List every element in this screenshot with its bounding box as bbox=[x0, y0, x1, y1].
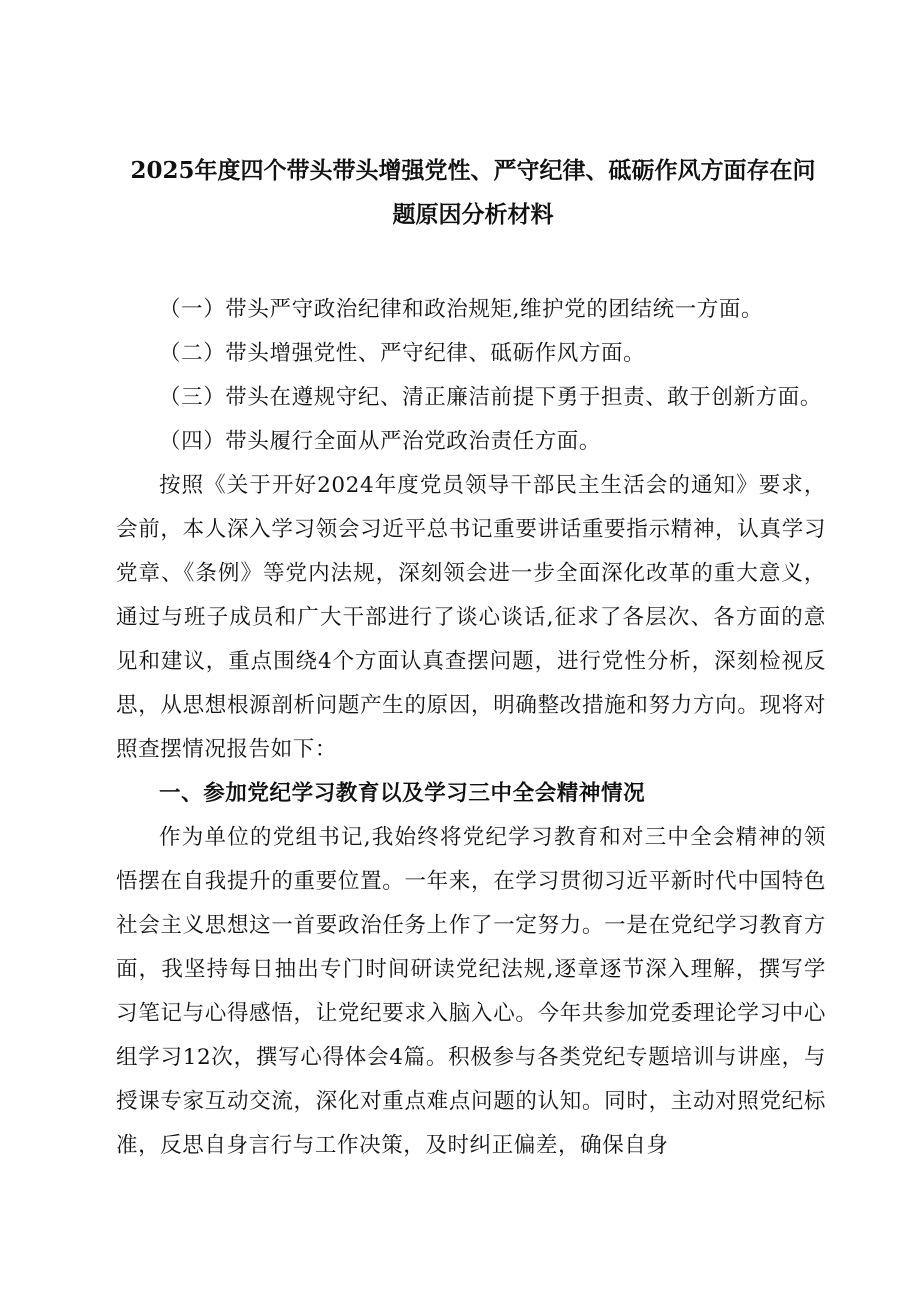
item-4: （四）带头履行全面从严治党政治责任方面。 bbox=[159, 429, 602, 454]
item-1: （一）带头严守政治纪律和政治规矩,维护党的团结统一方面。 bbox=[159, 297, 764, 322]
item-2: （二）带头增强党性、严守纪律、砥砺作风方面。 bbox=[159, 341, 646, 366]
document-title-line-2: 题原因分析材料 bbox=[392, 201, 554, 228]
document-body bbox=[116, 288, 826, 1168]
section-1-heading: 一、参加党纪学习教育以及学习三中全会精神情况 bbox=[159, 781, 646, 806]
intro-paragraph: 按照《关于开好2024年度党员领导干部民主生活会的通知》要求，会前，本人深入学习领会习近平总书记重要讲话重要指示精神，认真学习党章、《条例》等党内法规，深刻领会进一步全面深化改革的重大意义，通过与班子成员和广大干部进行了谈心谈话,征求了各层次、各方面的意见和建议，重点围绕4个方面认真查摆问题，进行党性分析，深刻检视反思，从思想根源剖析问题产生的原因，明确整改措施和努力方向。现将对照查摆情况报告如下： bbox=[116, 473, 826, 762]
document-title-line-1: 2025年度四个带头带头增强党性、严守纪律、砥砺作风方面存在问 bbox=[130, 157, 816, 184]
item-3: （三）带头在遵规守纪、清正廉洁前提下勇于担责、敢于创新方面。 bbox=[159, 385, 823, 410]
section-1-paragraph: 作为单位的党组书记,我始终将党纪学习教育和对三中全会精神的领悟摆在自我提升的重要位置。一年来，在学习贯彻习近平新时代中国特色社会主义思想这一首要政治任务上作了一定努力。一是在党纪学习教育方面，我坚持每日抽出专门时间研读党纪法规,逐章逐节深入理解，撰写学习笔记与心得感悟，让党纪要求入脑入心。今年共参加党委理论学习中心组学习12次，撰写心得体会4篇。积极参与各类党纪专题培训与讲座，与授课专家互动交流，深化对重点难点问题的认知。同时，主动对照党纪标准，反思自身言行与工作决策，及时纠正偏差，确保自身 bbox=[116, 825, 826, 1158]
